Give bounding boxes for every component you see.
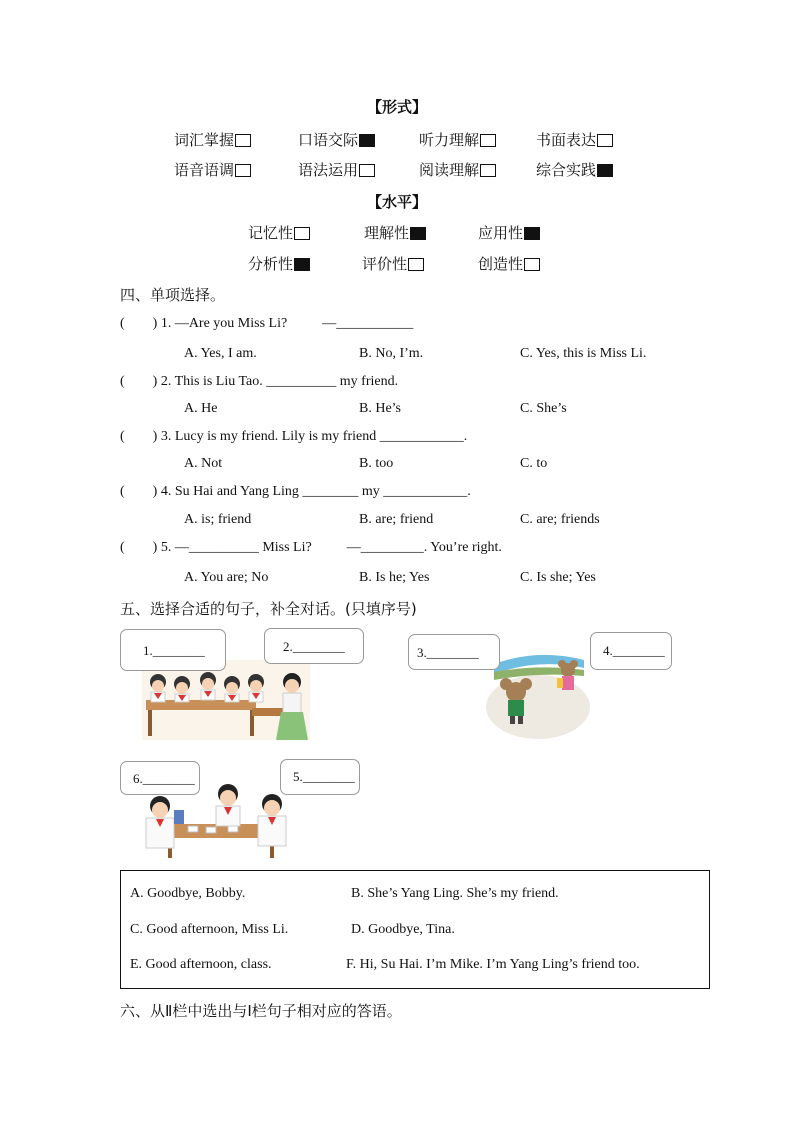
checkbox-icon: [480, 164, 496, 177]
form-item-reading: 阅读理解: [419, 159, 496, 180]
form-item-practice: 综合实践: [536, 159, 613, 180]
answer-option-b: B. She’s Yang Ling. She’s my friend.: [351, 886, 559, 901]
checkbox-icon: [294, 227, 310, 240]
q1-option-b: B. No, I’m.: [359, 346, 424, 361]
q4-option-a: A. is; friend: [184, 512, 252, 527]
level-item-analyze: 分析性: [248, 253, 310, 274]
checkbox-icon: [408, 258, 424, 271]
answer-option-a: A. Goodbye, Bobby.: [130, 886, 246, 901]
form-item-writing: 书面表达: [536, 129, 613, 150]
q1-option-c: C. Yes, this is Miss Li.: [520, 346, 647, 361]
answer-option-c: C. Good afternoon, Miss Li.: [130, 922, 289, 937]
question-4: ( ) 4. Su Hai and Yang Ling ________ my ____________.: [120, 484, 471, 499]
checkbox-icon: [524, 258, 540, 271]
answer-option-d: D. Goodbye, Tina.: [351, 922, 455, 937]
checked-box-icon: [524, 227, 540, 240]
form-item-phonetics: 语音语调: [174, 159, 251, 180]
checked-box-icon: [597, 164, 613, 177]
classroom-illustration: [142, 660, 310, 740]
speech-bubble-5: 5.________: [280, 759, 360, 795]
level-item-evaluate: 评价性: [362, 253, 424, 274]
checked-box-icon: [294, 258, 310, 271]
q4-option-b: B. are; friend: [359, 512, 434, 527]
q5-option-a: A. You are; No: [184, 570, 269, 585]
q3-option-c: C. to: [520, 456, 548, 471]
checkbox-icon: [235, 164, 251, 177]
speech-bubble-6: 6.________: [120, 761, 200, 795]
checkbox-icon: [235, 134, 251, 147]
speech-bubble-2: 2.________: [264, 628, 364, 664]
section4-title: 四、单项选择。: [120, 286, 226, 304]
answer-option-f: F. Hi, Su Hai. I’m Mike. I’m Yang Ling’s friend too.: [346, 957, 640, 972]
checked-box-icon: [410, 227, 426, 240]
level-item-understand: 理解性: [364, 222, 426, 243]
question-1: ( ) 1. —Are you Miss Li? —___________: [120, 316, 414, 331]
q4-option-c: C. are; friends: [520, 512, 600, 527]
form-title: 【形式】: [367, 98, 428, 116]
question-3: ( ) 3. Lucy is my friend. Lily is my friend ____________.: [120, 429, 468, 444]
form-item-grammar: 语法运用: [298, 159, 375, 180]
question-5: ( ) 5. —__________ Miss Li? —_________. You’re right.: [120, 540, 502, 555]
answer-option-e: E. Good afternoon, class.: [130, 957, 272, 972]
form-item-oral: 口语交际: [298, 129, 375, 150]
q2-option-c: C. She’s: [520, 401, 567, 416]
level-item-memory: 记忆性: [248, 222, 310, 243]
q1-option-a: A. Yes, I am.: [184, 346, 257, 361]
q2-option-a: A. He: [184, 401, 218, 416]
q3-option-a: A. Not: [184, 456, 223, 471]
speech-bubble-4: 4.________: [590, 632, 672, 670]
question-2: ( ) 2. This is Liu Tao. __________ my friend.: [120, 374, 399, 389]
checkbox-icon: [480, 134, 496, 147]
speech-bubble-3: 3.________: [408, 634, 500, 670]
checked-box-icon: [359, 134, 375, 147]
checkbox-icon: [359, 164, 375, 177]
level-item-apply: 应用性: [478, 222, 540, 243]
q5-option-c: C. Is she; Yes: [520, 570, 596, 585]
form-item-listening: 听力理解: [419, 129, 496, 150]
mice-illustration: [484, 642, 592, 740]
section6-title: 六、从Ⅱ栏中选出与Ⅰ栏句子相对应的答语。: [120, 1002, 402, 1020]
level-item-create: 创造性: [478, 253, 540, 274]
section5-title: 五、选择合适的句子，补全对话。(只填序号): [120, 600, 417, 618]
checkbox-icon: [597, 134, 613, 147]
q3-option-b: B. too: [359, 456, 394, 471]
form-item-vocab: 词汇掌握: [174, 129, 251, 150]
q5-option-b: B. Is he; Yes: [359, 570, 430, 585]
speech-bubble-1: 1.________: [120, 629, 226, 671]
level-title: 【水平】: [367, 193, 428, 211]
q2-option-b: B. He’s: [359, 401, 401, 416]
